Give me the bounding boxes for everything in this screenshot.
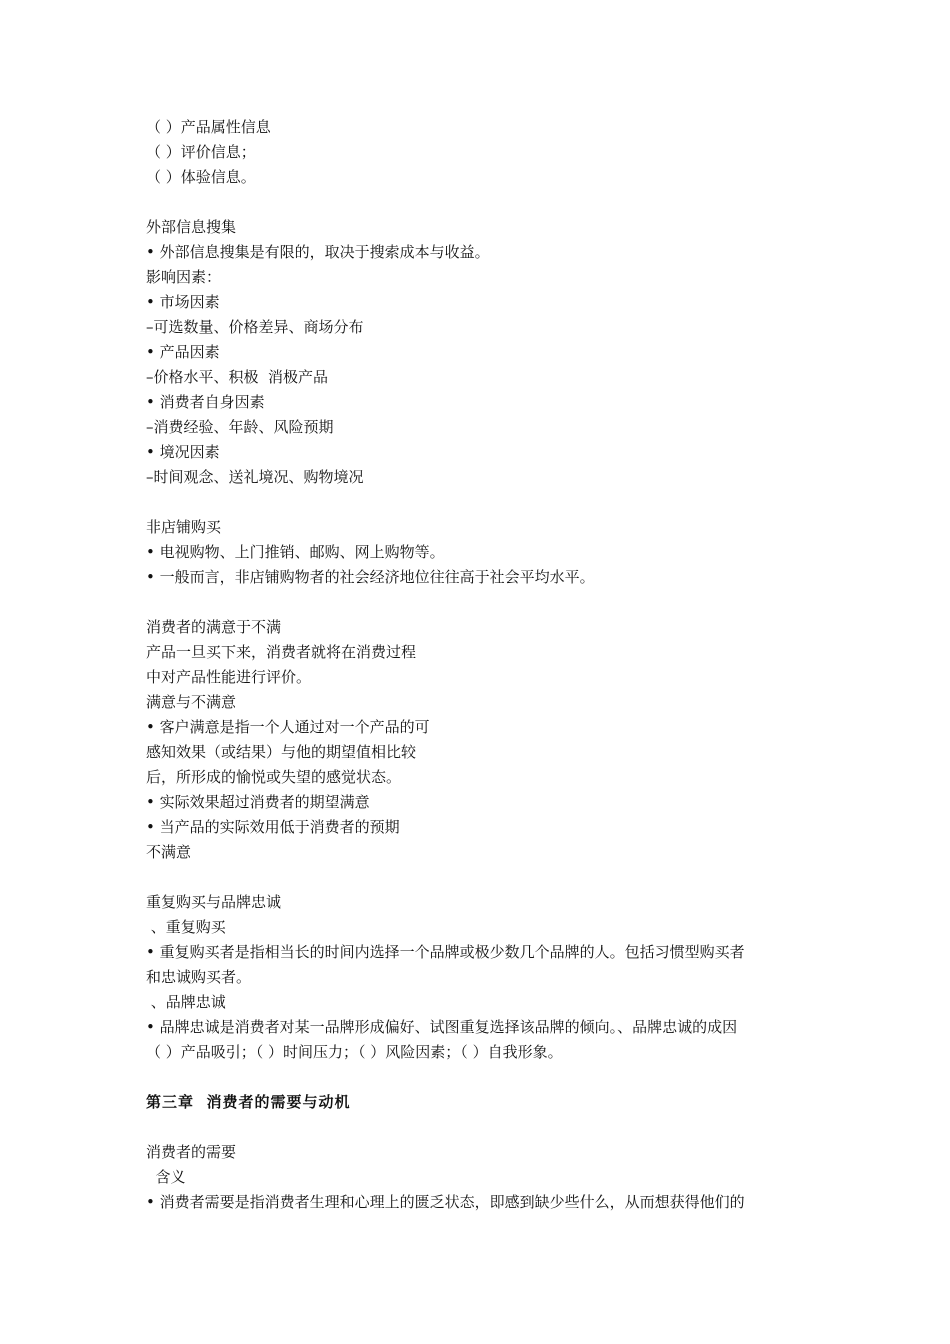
text-line: 不满意 [146, 843, 192, 861]
text-line: • 境况因素 [146, 443, 220, 461]
text-line: • 消费者自身因素 [146, 393, 265, 411]
text-line: –时间观念、送礼境况、购物境况 [146, 468, 364, 486]
text-line: （ ）体验信息。 [146, 168, 256, 186]
text-line: 感知效果（或结果）与他的期望值相比较 [146, 743, 417, 761]
text-line: 非店铺购买 [146, 518, 222, 536]
blank-line [146, 865, 810, 890]
text-line: 后，所形成的愉悦或失望的感觉状态。 [146, 768, 402, 786]
text-line: 消费者的满意于不满 [146, 618, 282, 636]
text-line: • 市场因素 [146, 293, 220, 311]
text-line: （ ）评价信息； [146, 143, 256, 161]
text-line: • 实际效果超过消费者的期望满意 [146, 793, 370, 811]
text-line: –可选数量、价格差异、商场分布 [146, 318, 364, 336]
text-line: –消费经验、年龄、风险预期 [146, 418, 334, 436]
text-line: 中对产品性能进行评价。 [146, 668, 312, 686]
document-body [146, 115, 810, 1215]
text-line: • 品牌忠诚是消费者对某一品牌形成偏好、试图重复选择该品牌的倾向。、品牌忠诚的成因 [146, 1018, 738, 1036]
text-line: 、品牌忠诚 [146, 993, 226, 1011]
text-line: （ ）产品属性信息 [146, 118, 271, 136]
text-line: 含义 [146, 1168, 186, 1186]
chapter-heading: 第三章 消费者的需要与动机 [146, 1093, 351, 1111]
text-line: 产品一旦买下来，消费者就将在消费过程 [146, 643, 417, 661]
blank-line [146, 1065, 810, 1090]
text-line: 满意与不满意 [146, 693, 237, 711]
text-line: 、重复购买 [146, 918, 226, 936]
blank-line [146, 190, 810, 215]
text-line: 重复购买与品牌忠诚 [146, 893, 282, 911]
text-line: • 外部信息搜集是有限的，取决于搜索成本与收益。 [146, 243, 490, 261]
text-line: • 重复购买者是指相当长的时间内选择一个品牌或极少数几个品牌的人。包括习惯型购买者 [146, 943, 745, 961]
text-line: • 产品因素 [146, 343, 220, 361]
text-line: 影响因素： [146, 268, 222, 286]
text-line: • 电视购物、上门推销、邮购、网上购物等。 [146, 543, 445, 561]
blank-line [146, 490, 810, 515]
text-line: • 消费者需要是指消费者生理和心理上的匮乏状态，即感到缺少些什么，从而想获得他们的 [146, 1193, 745, 1211]
text-line: • 客户满意是指一个人通过对一个产品的可 [146, 718, 430, 736]
blank-line [146, 590, 810, 615]
text-line: （ ）产品吸引；（ ）时间压力；（ ）风险因素；（ ）自我形象。 [146, 1043, 563, 1061]
text-line: • 当产品的实际效用低于消费者的预期 [146, 818, 400, 836]
text-line: • 一般而言，非店铺购物者的社会经济地位往往高于社会平均水平。 [146, 568, 595, 586]
text-line: –价格水平、积极 消极产品 [146, 368, 329, 386]
blank-line [146, 1115, 810, 1140]
text-line: 消费者的需要 [146, 1143, 237, 1161]
text-line: 外部信息搜集 [146, 218, 237, 236]
text-line: 和忠诚购买者。 [146, 968, 252, 986]
